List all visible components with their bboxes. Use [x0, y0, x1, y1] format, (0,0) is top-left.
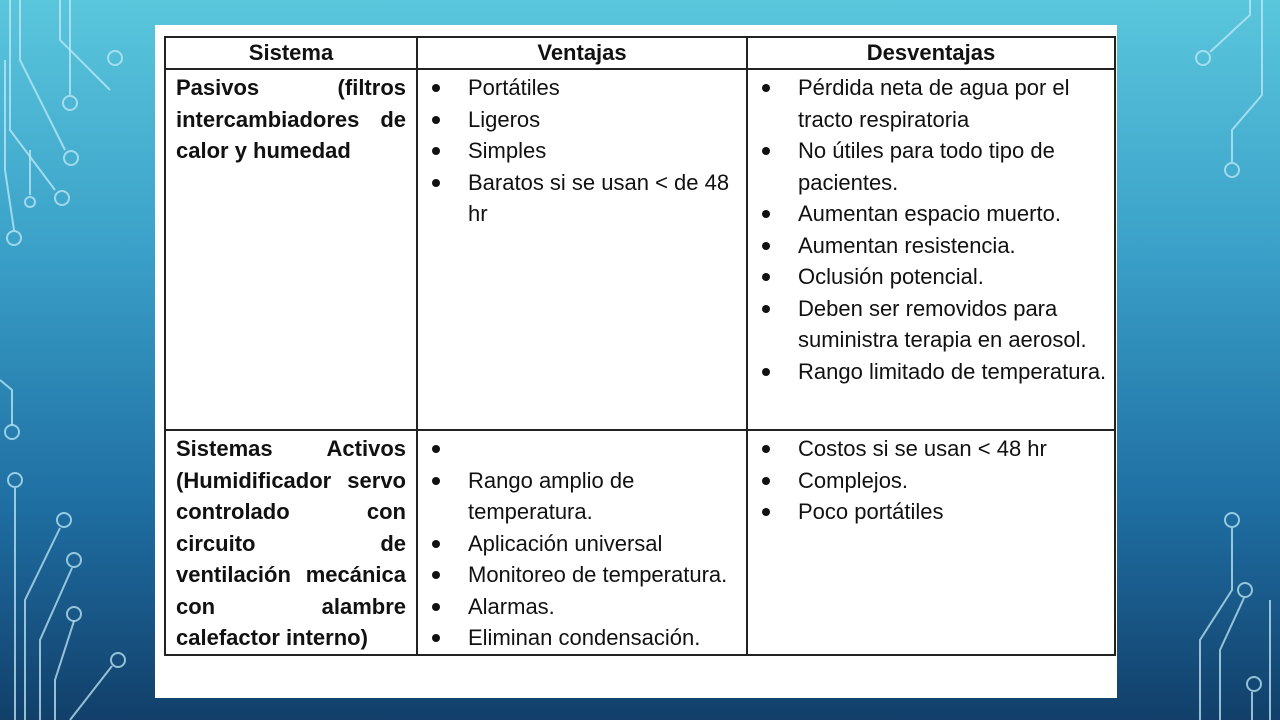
header-desventajas: Desventajas: [747, 37, 1115, 69]
table-row: [165, 430, 1115, 655]
list-item: Monitoreo de temperatura.: [428, 559, 740, 591]
list-item: Rango amplio de temperatura.: [428, 465, 740, 528]
desventajas-cell: [747, 430, 1115, 655]
list-item: Complejos.: [758, 465, 1108, 497]
list-item: Poco portátiles: [758, 496, 1108, 528]
list-item: Ligeros: [428, 104, 740, 136]
list-item: Deben ser removidos para suministra terapia en aerosol.: [758, 293, 1108, 356]
list-item: No útiles para todo tipo de pacientes.: [758, 135, 1108, 198]
list-item: Costos si se usan < 48 hr: [758, 433, 1108, 465]
list-item: Aumentan resistencia.: [758, 230, 1108, 262]
header-ventajas: Ventajas: [417, 37, 747, 69]
list-item: Baratos si se usan < de 48 hr: [428, 167, 740, 230]
list-item: Aumentan espacio muerto.: [758, 198, 1108, 230]
humidifier-comparison-table: [164, 36, 1116, 656]
header-sistema: Sistema: [165, 37, 417, 69]
sistema-cell: Sistemas Activos (Humidificador servo controlado con circuito de ventilación mecánica con alambre calefactor interno): [165, 430, 417, 655]
list-item: Oclusión potencial.: [758, 261, 1108, 293]
desventajas-cell: [747, 69, 1115, 430]
list-item: Portátiles: [428, 72, 740, 104]
table-image: [155, 25, 1117, 698]
list-item: [428, 433, 740, 465]
table-row: [165, 69, 1115, 430]
ventajas-cell: [417, 430, 747, 655]
list-item: Rango limitado de temperatura.: [758, 356, 1108, 388]
list-item: Aplicación universal: [428, 528, 740, 560]
list-item: Eliminan condensación.: [428, 622, 740, 654]
list-item: Simples: [428, 135, 740, 167]
sistema-cell: Pasivos (filtros intercambiadores de calor y humedad: [165, 69, 417, 430]
list-item: Pérdida neta de agua por el tracto respiratoria: [758, 72, 1108, 135]
list-item: Alarmas.: [428, 591, 740, 623]
header-row: [165, 37, 1115, 69]
ventajas-cell: [417, 69, 747, 430]
